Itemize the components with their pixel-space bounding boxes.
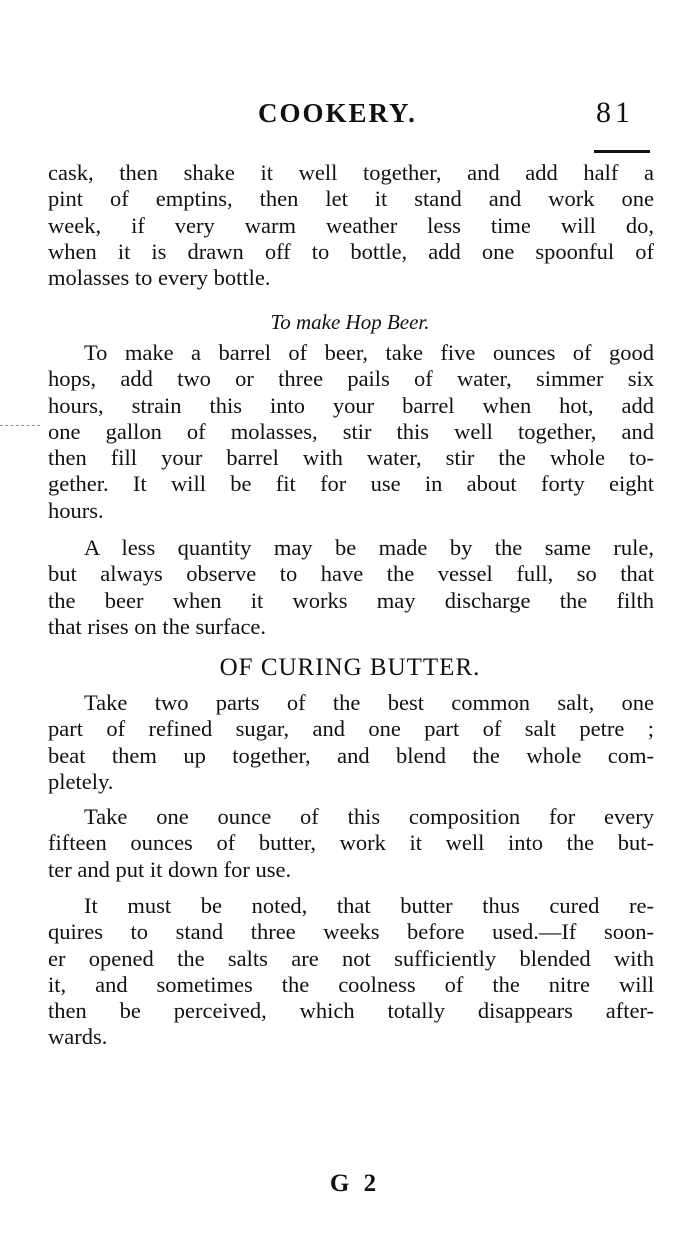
butter-paragraph-1 — [48, 690, 654, 795]
text-line: cask, then shake it well together, and add half a — [48, 160, 654, 185]
text-line: To make a barrel of beer, take five ounces of good — [84, 340, 654, 365]
text-line: quires to stand three weeks before used.—If soon- — [48, 919, 654, 945]
text-line: hours. — [48, 497, 104, 523]
page-header — [0, 98, 700, 138]
text-line: one gallon of molasses, stir this well together, and — [48, 418, 654, 444]
text-line: when it is drawn off to bottle, add one spoonful of — [48, 238, 654, 264]
text-line: wards. — [48, 1024, 108, 1050]
signature-mark: G 2 — [329, 1170, 381, 1197]
butter-paragraph-3 — [48, 893, 654, 1051]
text-line: ter and put it down for use. — [48, 856, 292, 882]
text-line: beat them up together, and blend the whole com- — [48, 742, 654, 768]
text-line: Take two parts of the best common salt, one — [84, 690, 654, 715]
text-line: then fill your barrel with water, stir the whole to- — [48, 445, 654, 471]
text-line: Take one ounce of this composition for every — [84, 804, 654, 829]
text-line: It must be noted, that butter thus cured re- — [84, 893, 654, 918]
page-number: 81 — [596, 96, 634, 129]
hop-beer-paragraph-1 — [48, 340, 654, 524]
text-line: pletely. — [48, 768, 114, 794]
text-line: pint of emptins, then let it stand and work one — [48, 186, 654, 212]
text-line: but always observe to have the vessel full, so that — [48, 561, 654, 587]
text-line: fifteen ounces of butter, work it well into the but- — [48, 830, 654, 856]
text-line: A less quantity may be made by the same rule, — [84, 535, 654, 560]
text-line: gether. It will be fit for use in about forty eight — [48, 471, 654, 497]
header-rule — [594, 150, 650, 153]
text-line: part of refined sugar, and one part of salt petre ; — [48, 716, 654, 742]
text-line: hours, strain this into your barrel when hot, add — [48, 392, 654, 418]
butter-heading: OF CURING BUTTER. — [219, 654, 481, 681]
text-line: it, and sometimes the coolness of the nitre will — [48, 971, 654, 997]
hop-beer-title: To make Hop Beer. — [270, 310, 430, 334]
running-title: COOKERY. — [258, 98, 417, 128]
text-line: the beer when it works may discharge the filth — [48, 587, 654, 613]
text-line: er opened the salts are not sufficiently blended with — [48, 945, 654, 971]
butter-paragraph-2 — [48, 804, 654, 883]
paragraph-continued — [48, 160, 654, 291]
text-line: that rises on the surface. — [48, 613, 267, 639]
text-line: week, if very warm weather less time will do, — [48, 212, 654, 238]
margin-mark — [0, 425, 40, 426]
hop-beer-paragraph-2 — [48, 535, 654, 640]
text-line: hops, add two or three pails of water, simmer six — [48, 366, 654, 392]
text-line: then be perceived, which totally disappears after- — [48, 998, 654, 1024]
text-line: molasses to every bottle. — [48, 265, 271, 291]
